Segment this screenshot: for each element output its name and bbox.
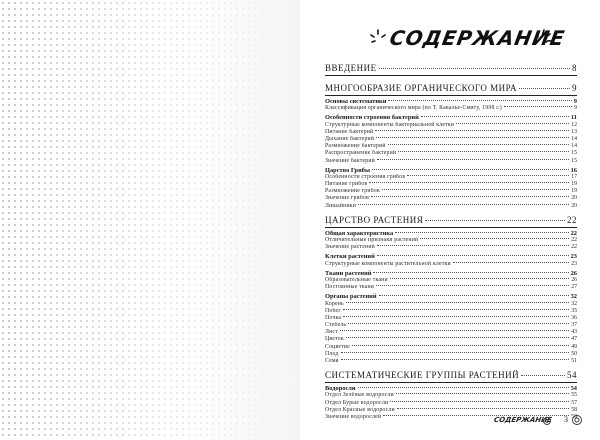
toc-section-row[interactable] [325, 270, 577, 277]
toc-entry-page: 54 [567, 370, 577, 381]
toc-entry-title: ВВЕДЕНИЕ [325, 63, 377, 73]
swirl-icon [571, 414, 583, 426]
toc-entry-title: Значение растений [325, 244, 375, 251]
toc-entry-title: Ткани растений [325, 269, 372, 277]
toc-entry-title: Особенности строения грибов [325, 173, 406, 180]
toc-sub-row[interactable] [325, 392, 577, 399]
dot-leader [352, 345, 569, 346]
toc-entry-title: Структурные компоненты бактериальной клетки [325, 121, 455, 128]
toc-entry-title: Семя [325, 358, 339, 364]
dot-leader [377, 255, 569, 256]
toc-entry-title: СИСТЕМАТИЧЕСКИЕ ГРУППЫ РАСТЕНИЙ [325, 370, 520, 381]
toc-sub-row[interactable] [325, 277, 577, 284]
dot-leader [395, 232, 568, 233]
toc-entry-title: Почка [325, 314, 342, 321]
dot-leader [521, 375, 565, 376]
toc-section-row[interactable] [325, 293, 577, 300]
dot-leader [348, 323, 569, 324]
dot-leader [390, 401, 569, 402]
chapter-rule [325, 95, 577, 96]
toc-entry-title: Царство Грибы [325, 166, 370, 174]
toc-entry-title: Основы систематики [325, 98, 387, 105]
toc-entry-page: 23 [570, 253, 577, 261]
toc-sub-row[interactable] [325, 400, 577, 407]
dot-leader [382, 189, 569, 190]
toc-entry-title: Соцветие [325, 343, 350, 350]
toc-entry-page: 36 [571, 314, 577, 321]
dot-leader [341, 359, 570, 360]
toc-entry-page: 35 [571, 307, 577, 314]
toc-sub-row[interactable] [325, 344, 577, 351]
page-title: СОДЕРЖАНИЕ [387, 26, 568, 50]
toc-section-row[interactable] [325, 230, 577, 237]
toc-entry-page: 57 [571, 399, 577, 406]
toc-entry-page: 55 [571, 392, 577, 399]
dot-leader [504, 106, 572, 107]
toc-entry-title: Корень [325, 300, 344, 307]
toc-sub-row[interactable] [325, 188, 577, 195]
toc-entry-page: 12 [571, 121, 577, 128]
dot-leader [453, 262, 569, 263]
toc-entry-page: 20 [571, 202, 577, 209]
dot-leader [456, 123, 569, 124]
toc-entry-page: 19 [571, 188, 577, 195]
toc-sub-row[interactable] [325, 358, 577, 365]
toc-entry-page: 27 [571, 284, 577, 291]
dot-leader [376, 137, 569, 138]
toc-entry-page: 51 [571, 358, 577, 364]
toc-entry-page: 22 [571, 244, 577, 251]
toc-entry-page: 43 [571, 329, 577, 336]
footer-label: СОДЕРЖАНИЕ [493, 416, 553, 424]
toc-entry-page: 22 [571, 237, 577, 243]
toc-entry-title: Отдел Красные водоросли [325, 406, 395, 413]
toc-entry-title: Общая характеристика [325, 229, 394, 237]
toc-entry-title: Побег [325, 307, 341, 314]
toc-entry-page: 26 [571, 276, 577, 283]
toc-entry-page: 37 [571, 322, 577, 329]
dot-leader [420, 238, 569, 239]
dot-leader [388, 100, 571, 101]
toc-entry-page: 32 [571, 300, 577, 307]
toc-entry-page: 50 [571, 350, 577, 357]
dot-leader [343, 316, 569, 317]
toc-section-row[interactable] [325, 98, 577, 105]
toc-sub-row[interactable] [325, 351, 577, 358]
toc-sub-row[interactable] [325, 322, 577, 329]
toc-entry-page: 49 [571, 343, 577, 350]
toc-sub-row[interactable] [325, 174, 577, 181]
toc-sub-row[interactable] [325, 143, 577, 150]
toc-sub-row[interactable] [325, 244, 577, 251]
dot-leader [390, 278, 569, 279]
toc-sub-row[interactable] [325, 181, 577, 188]
toc-entry-page: 32 [570, 293, 577, 301]
toc-entry-page: 19 [571, 181, 577, 188]
toc-entry-page: 9 [574, 105, 577, 112]
chapter-rule [325, 382, 577, 383]
toc-sub-row[interactable] [325, 284, 577, 291]
toc-entry-page: 22 [570, 229, 577, 237]
toc-section-row[interactable] [325, 167, 577, 174]
toc-sub-row[interactable] [325, 308, 577, 315]
toc-entry-page: 15 [571, 157, 577, 164]
dot-leader [346, 337, 569, 338]
dot-leader [377, 159, 569, 160]
toc-section-row[interactable] [325, 114, 577, 121]
toc-entry-title: Классификация органического мира (по Т. Кавалье-Смиту, 1998 г.) [325, 105, 502, 112]
page-footer [494, 414, 584, 428]
swirl-icon [542, 416, 552, 426]
toc-entry-page: 59 [571, 413, 577, 420]
toc-entry-page: 54 [570, 385, 577, 393]
toc-entry-page: 47 [571, 336, 577, 343]
toc-entry-page: 14 [571, 135, 577, 142]
dot-leader [340, 330, 569, 331]
toc-sub-row[interactable] [325, 407, 577, 414]
toc-chapter-row[interactable] [325, 82, 577, 94]
toc-sub-row[interactable] [325, 195, 577, 202]
toc-entry-title: Дыхание бактерий [325, 135, 375, 142]
toc-sub-row[interactable] [325, 150, 577, 157]
toc-entry-title: Особенности строения бактерий [325, 114, 419, 122]
toc-sub-row[interactable] [325, 136, 577, 143]
toc-entry-title: Образовательные ткани [325, 276, 388, 283]
toc-entry-title: Плод [325, 350, 339, 357]
toc-entry-page: 14 [571, 143, 577, 150]
toc-chapter-row[interactable] [325, 369, 577, 381]
dot-leader [372, 169, 569, 170]
dot-leader [376, 285, 569, 286]
toc-sub-row[interactable] [325, 105, 577, 112]
toc-entry-page: 15 [571, 150, 577, 157]
toc-entry-title: Лишайники [325, 202, 357, 209]
dot-leader [398, 151, 569, 152]
toc-sub-row[interactable] [325, 336, 577, 343]
dot-leader [407, 175, 569, 176]
toc-sub-row[interactable] [325, 261, 577, 268]
dot-leader [373, 272, 568, 273]
toc-entry-title: Отличительные признаки растений [325, 237, 419, 243]
toc-entry-title: Значение водорослей [325, 413, 382, 420]
dot-leader [425, 220, 565, 221]
toc-entry-page: 13 [571, 128, 577, 135]
dot-leader [369, 182, 569, 183]
dot-leader [346, 302, 569, 303]
dot-leader [358, 387, 569, 388]
toc-sub-row[interactable] [325, 329, 577, 336]
toc-sub-row[interactable] [325, 122, 577, 129]
toc-entry-title: Стебель [325, 322, 347, 329]
toc-entry-title: Размножение грибов [325, 188, 380, 195]
toc-entry-title: Цветок [325, 336, 344, 343]
toc-entry-page: 26 [570, 269, 577, 277]
toc-entry-title: Постоянные ткани [325, 284, 375, 291]
toc-entry-title: МНОГООБРАЗИЕ ОРГАНИЧЕСКОГО МИРА [325, 83, 517, 93]
toc-entry-page: 16 [570, 166, 577, 174]
toc-entry-title: Органы растений [325, 293, 377, 301]
chapter-rule [325, 75, 577, 76]
toc-sub-row[interactable] [325, 301, 577, 308]
toc-entry-page: 11 [570, 114, 577, 122]
toc-entry-title: Питание грибов [325, 181, 368, 188]
dot-leader [519, 88, 570, 89]
dot-leader [421, 116, 569, 117]
toc-sub-row[interactable] [325, 158, 577, 165]
toc-entry-title: Клетки растений [325, 253, 375, 261]
toc-sub-row[interactable] [325, 129, 577, 136]
toc-entry-title: Значение бактерий [325, 157, 375, 164]
toc-entry-page: 9 [573, 98, 577, 105]
toc-entry-page: 9 [572, 83, 577, 93]
dot-leader [388, 144, 569, 145]
table-of-contents [325, 60, 577, 421]
toc-chapter-row[interactable] [325, 214, 577, 226]
dot-leader [377, 245, 569, 246]
toc-section-row[interactable] [325, 253, 577, 260]
toc-entry-page: 23 [571, 260, 577, 267]
toc-entry-title: Отдел Зелёные водоросли [325, 392, 394, 399]
toc-entry-title: Отдел Бурые водоросли [325, 399, 389, 406]
toc-sub-row[interactable] [325, 237, 577, 244]
toc-sub-row[interactable] [325, 203, 577, 210]
toc-entry-title: ЦАРСТВО РАСТЕНИЯ [325, 214, 424, 225]
page-number: 3 [564, 415, 568, 424]
dot-leader [375, 130, 569, 131]
toc-entry-page: 20 [571, 195, 577, 202]
dot-leader [396, 393, 569, 394]
toc-entry-title: Размножение бактерий [325, 143, 386, 150]
toc-entry-title: Лист [325, 329, 338, 336]
toc-entry-page: 22 [567, 214, 577, 225]
dot-leader [371, 196, 569, 197]
dot-leader [341, 352, 570, 353]
toc-sub-row[interactable] [325, 315, 577, 322]
toc-section-row[interactable] [325, 385, 577, 392]
dot-leader [379, 295, 569, 296]
toc-entry-title: Структурные компоненты растительной клетки [325, 260, 451, 267]
toc-entry-title: Значение грибов [325, 195, 370, 202]
sparkle-icon [368, 28, 388, 46]
toc-chapter-row[interactable] [325, 62, 577, 74]
chapter-rule [325, 227, 577, 228]
dot-leader [343, 309, 569, 310]
dot-leader [397, 408, 569, 409]
toc-entry-title: Распространение бактерий [325, 150, 397, 157]
toc-entry-title: Питание бактерий [325, 128, 374, 135]
toc-entry-page: 8 [572, 63, 577, 73]
dot-leader [379, 68, 570, 69]
sparkle-icon [532, 28, 560, 48]
toc-entry-title: Водоросли [325, 385, 356, 393]
toc-entry-page: 17 [571, 173, 577, 180]
toc-entry-page: 58 [571, 406, 577, 413]
dot-leader [358, 204, 569, 205]
